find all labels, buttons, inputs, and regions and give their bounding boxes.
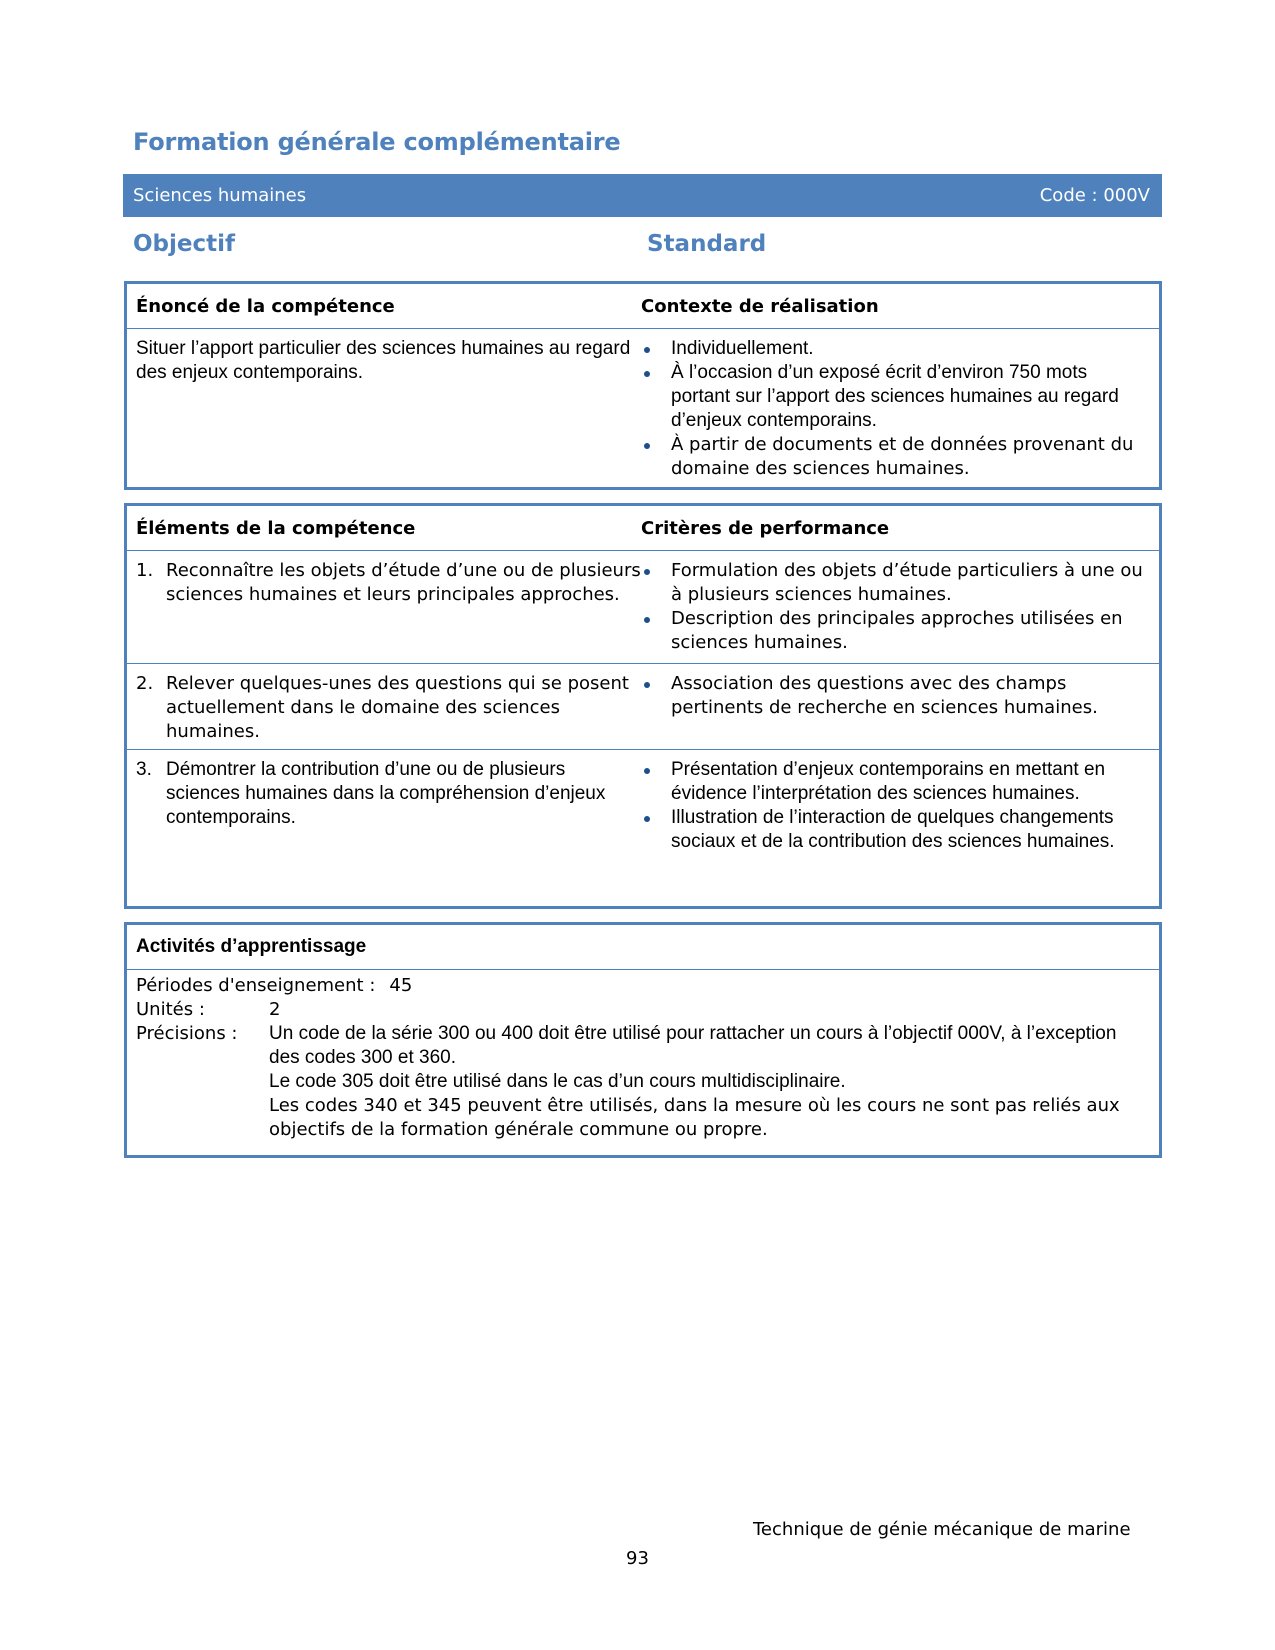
element-text: Relever quelques-unes des questions qui se posent actuellement dans le domaine des sciences humaines. — [166, 673, 629, 742]
competence-table — [124, 281, 1162, 490]
criteria-header: Critères de performance — [641, 517, 890, 539]
standard-heading: Standard — [647, 231, 767, 257]
elements-header: Éléments de la compétence — [136, 517, 416, 539]
table-row — [127, 329, 1159, 481]
page-title: Formation générale complémentaire — [133, 128, 621, 156]
context-header: Contexte de réalisation — [641, 295, 879, 317]
element-number: 2. — [136, 673, 154, 694]
element-number: 1. — [136, 560, 154, 581]
units-label: Unités : — [136, 999, 205, 1020]
criteria-list — [641, 672, 1151, 720]
periods-label: Périodes d'enseignement : — [136, 975, 376, 996]
precision-text: Le code 305 doit être utilisé dans le cas d’un cours multidisciplinaire. — [269, 1071, 846, 1092]
criteria-list — [641, 559, 1151, 655]
table-header — [127, 284, 1159, 329]
element-text: Reconnaître les objets d’étude d’une ou de plusieurs sciences humaines et leurs principales approches. — [166, 560, 641, 605]
statement-header: Énoncé de la compétence — [136, 295, 395, 317]
precisions-row — [136, 1022, 1150, 1142]
competence-statement: Situer l’apport particulier des sciences humaines au regard des enjeux contemporains. — [136, 338, 631, 383]
objective-heading: Objectif — [133, 231, 236, 257]
list-item: Présentation d’enjeux contemporains en mettant en évidence l’interprétation des sciences humaines. — [641, 758, 1151, 806]
list-item: Association des questions avec des champs pertinents de recherche en sciences humaines. — [641, 672, 1151, 720]
subject-code: Code : 000V — [1039, 185, 1150, 206]
criteria-list — [641, 758, 1151, 854]
activities-header: Activités d’apprentissage — [127, 925, 1159, 970]
list-item: À partir de documents et de données provenant du domaine des sciences humaines. — [641, 433, 1151, 481]
list-item: Individuellement. — [641, 337, 1151, 361]
subject-band — [123, 174, 1162, 217]
list-item: Description des principales approches utilisées en sciences humaines. — [641, 607, 1151, 655]
footer-program: Technique de génie mécanique de marine — [753, 1519, 1131, 1540]
context-list — [641, 337, 1151, 481]
page-number: 93 — [626, 1548, 649, 1569]
table-row — [127, 551, 1159, 664]
units-value: 2 — [269, 999, 281, 1020]
precision-text: Un code de la série 300 ou 400 doit être utilisé pour rattacher un cours à l’objectif 000V, à l’exception des codes 300 et 360. — [269, 1023, 1117, 1068]
list-item: Formulation des objets d’étude particuliers à une ou à plusieurs sciences humaines. — [641, 559, 1151, 607]
periods-value: 45 — [389, 975, 413, 996]
table-header — [127, 506, 1159, 551]
list-item: À l’occasion d’un exposé écrit d’environ 750 mots portant sur l’apport des sciences humaines au regard d’enjeux contemporains. — [641, 361, 1151, 433]
activities-table — [124, 922, 1162, 1158]
elements-table — [124, 503, 1162, 909]
table-row — [127, 750, 1159, 854]
precision-text: Les codes 340 et 345 peuvent être utilisés, dans la mesure où les cours ne sont pas reliés aux objectifs de la formation générale commune ou propre. — [269, 1095, 1120, 1140]
periods-row — [136, 974, 1150, 998]
table-row — [127, 664, 1159, 750]
element-text: Démontrer la contribution d’une ou de plusieurs sciences humaines dans la compréhension d’enjeux contemporains. — [166, 759, 606, 828]
precisions-label: Précisions : — [136, 1023, 238, 1044]
units-row — [136, 998, 1150, 1022]
element-number: 3. — [136, 759, 152, 780]
subject-name: Sciences humaines — [133, 185, 307, 206]
list-item: Illustration de l’interaction de quelques changements sociaux et de la contribution des sciences humaines. — [641, 806, 1151, 854]
